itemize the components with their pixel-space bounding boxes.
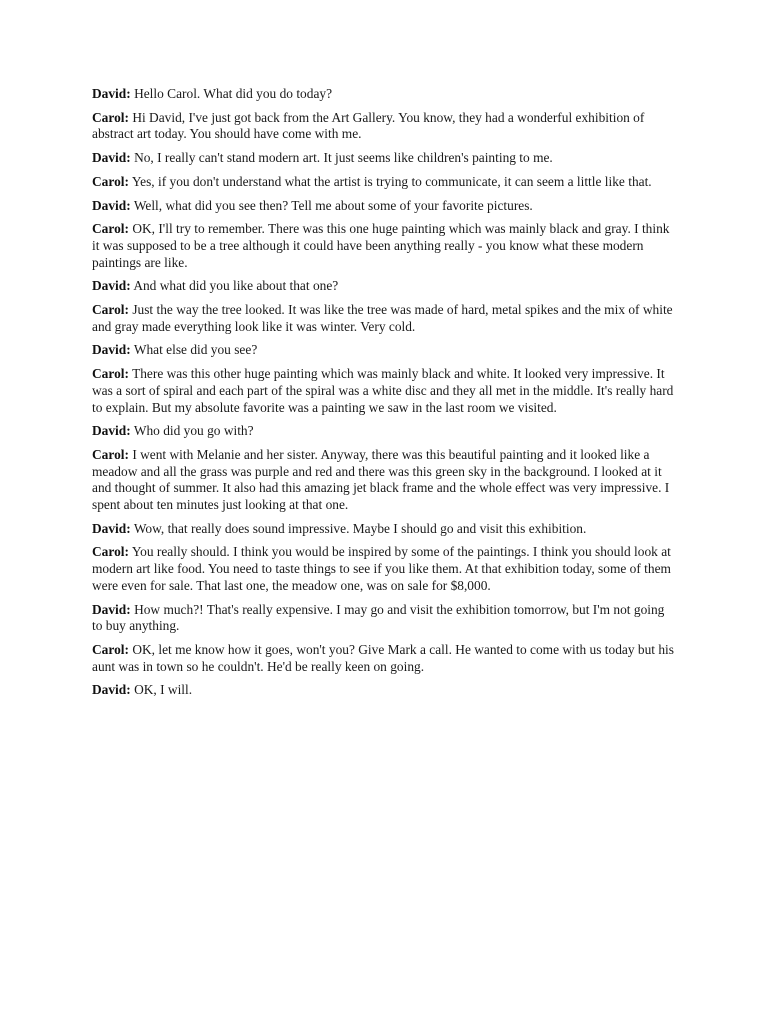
speaker-name: David:: [92, 423, 131, 439]
dialogue-line: [92, 544, 676, 594]
dialogue-line: [92, 198, 676, 215]
speaker-name: David:: [92, 150, 131, 166]
utterance-text: OK, I'll try to remember. There was this one huge painting which was mainly black and gray. I think it was supposed to be a tree although it could have been anything really - you know what these modern paintings are like.: [92, 221, 670, 270]
utterance-text: Who did you go with?: [133, 423, 254, 439]
utterance-text: I went with Melanie and her sister. Anyway, there was this beautiful painting and it looked like a meadow and all the grass was purple and red and there was this green sky in the background. I looked at it and thought of summer. It also had this amazing jet black frame and the whole effect was very impressive. I spent about ten minutes just looking at that one.: [92, 446, 670, 513]
speaker-name: Carol:: [92, 641, 129, 657]
speaker-name: Carol:: [92, 302, 129, 318]
dialogue-line: [92, 602, 676, 635]
dialogue-line: [92, 521, 676, 538]
speaker-name: Carol:: [92, 109, 129, 125]
speaker-name: David:: [92, 342, 131, 358]
utterance-text: OK, I will.: [134, 682, 193, 698]
speaker-name: David:: [92, 682, 131, 698]
speaker-name: David:: [92, 197, 131, 213]
dialogue-line: [92, 110, 676, 143]
dialogue-line: [92, 423, 676, 440]
dialogue-line: [92, 278, 676, 295]
speaker-name: David:: [92, 520, 131, 536]
speaker-name: David:: [92, 86, 131, 101]
speaker-name: Carol:: [92, 446, 129, 462]
utterance-text: Just the way the tree looked. It was like the tree was made of hard, metal spikes and the mix of white and gray made everything look like it was winter. Very cold.: [92, 302, 673, 334]
dialogue-line: [92, 221, 676, 271]
utterance-text: And what did you like about that one?: [133, 278, 339, 294]
dialogue-line: [92, 366, 676, 416]
dialogue-line: [92, 174, 676, 191]
speaker-name: David:: [92, 278, 131, 294]
utterance-text: Well, what did you see then? Tell me about some of your favorite pictures.: [133, 197, 533, 213]
speaker-name: David:: [92, 601, 131, 617]
utterance-text: There was this other huge painting which was mainly black and white. It looked very impressive. It was a sort of spiral and each part of the spiral was a white disc and they all met in the middle. It's really hard to explain. But my absolute favorite was a painting we saw in the last room we visited.: [92, 366, 674, 415]
dialogue-line: [92, 86, 676, 103]
dialogue-line: [92, 342, 676, 359]
dialogue: [92, 86, 676, 706]
utterance-text: Hello Carol. What did you do today?: [134, 86, 333, 101]
dialogue-line: [92, 447, 676, 514]
speaker-name: Carol:: [92, 173, 129, 189]
utterance-text: OK, let me know how it goes, won't you? Give Mark a call. He wanted to come with us today but his aunt was in town so he couldn't. He'd be really keen on going.: [92, 641, 674, 674]
utterance-text: Wow, that really does sound impressive. Maybe I should go and visit this exhibition.: [133, 520, 587, 536]
speaker-name: Carol:: [92, 366, 129, 382]
utterance-text: Hi David, I've just got back from the Art Gallery. You know, they had a wonderful exhibition of abstract art today. You should have come with me.: [92, 109, 645, 142]
speaker-name: Carol:: [92, 221, 129, 237]
utterance-text: What else did you see?: [133, 342, 258, 358]
speaker-name: Carol:: [92, 544, 129, 560]
dialogue-line: [92, 642, 676, 675]
utterance-text: How much?! That's really expensive. I may go and visit the exhibition tomorrow, but I'm not going to buy anything.: [92, 601, 665, 634]
utterance-text: No, I really can't stand modern art. It just seems like children's painting to me.: [134, 150, 553, 166]
utterance-text: You really should. I think you would be inspired by some of the paintings. I think you should look at modern art like food. You need to taste things to see if you like them. At that exhibition today, some of them were even for sale. That last one, the meadow one, was on sale for $8,000.: [92, 544, 671, 593]
utterance-text: Yes, if you don't understand what the artist is trying to communicate, it can seem a little like that.: [131, 173, 652, 189]
dialogue-line: [92, 302, 676, 335]
dialogue-line: [92, 150, 676, 167]
dialogue-line: [92, 682, 676, 699]
